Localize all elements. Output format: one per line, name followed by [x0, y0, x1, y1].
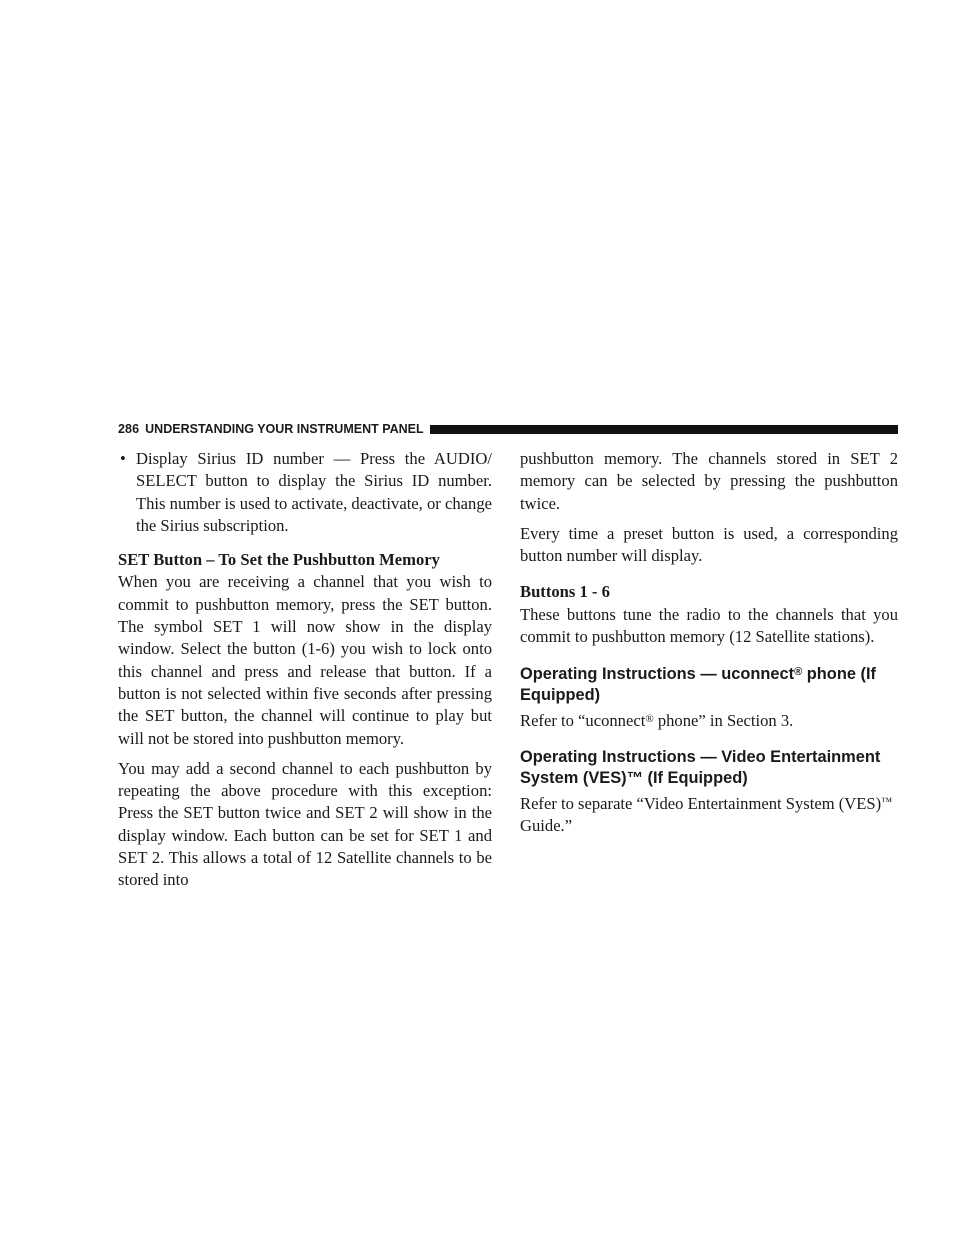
preset-paragraph: Every time a preset button is used, a corresponding button number will display.: [520, 523, 898, 566]
ves-para-text-b: Guide.”: [520, 815, 573, 835]
ves-heading: Operating Instructions — Video Entertainment System (VES)™ (If Equipped): [520, 747, 881, 787]
trademark-mark: ™: [881, 795, 892, 808]
ves-paragraph: [520, 791, 898, 838]
uconnect-heading: [520, 662, 898, 706]
right-column: [520, 448, 898, 845]
bullet-icon: •: [120, 449, 126, 468]
page-header: [118, 420, 898, 438]
set-button-paragraph: When you are receiving a channel that you wish to commit to pushbutton memory, press the SET button. The symbol SET 1 will now show in the display window. Select the button (1-6) you wish to lock onto this channel and press and release that button. If a button is not selected within five seconds after pressing the SET button, the channel will continue to play but will not be stored into pushbutton memory.: [118, 572, 492, 748]
header-rule: [430, 425, 898, 434]
buttons-paragraph: These buttons tune the radio to the channels that you commit to pushbutton memory (12 Satellite stations).: [520, 604, 898, 647]
uconnect-para-text-a: Refer to “uconnect: [520, 711, 646, 731]
second-channel-paragraph: You may add a second channel to each pushbutton by repeating the above procedure with this exception: Press the SET button twice and SET 2 will show in the display window. Each button can be set for SET 1 and SET 2. This allows a total of 12 Satellite channels to be stored into: [118, 758, 492, 890]
uconnect-paragraph: [520, 708, 898, 732]
continued-paragraph: pushbutton memory. The channels stored in SET 2 memory can be selected by pressing the pushbutton twice.: [520, 449, 898, 513]
ves-para-text-a: Refer to separate “Video Entertainment System (VES): [520, 793, 882, 813]
bullet-item-sirius-id: [118, 448, 492, 537]
page-number: 286: [118, 422, 140, 436]
uconnect-heading-text-a: Operating Instructions — uconnect: [520, 665, 795, 684]
registered-mark: ®: [794, 666, 803, 679]
bullet-text: Display Sirius ID number — Press the AUDIO/ SELECT button to display the Sirius ID number. This number is used to activate, deactivate, or change the Sirius subscription.: [136, 449, 492, 535]
registered-mark: ®: [645, 713, 654, 726]
uconnect-heading-text-b: phone (If Equipped): [520, 665, 876, 705]
section-title: UNDERSTANDING YOUR INSTRUMENT PANEL: [145, 422, 424, 436]
left-column: [118, 448, 492, 900]
buttons-heading: Buttons 1 - 6: [520, 582, 610, 602]
set-button-heading: SET Button – To Set the Pushbutton Memory: [118, 550, 440, 570]
uconnect-para-text-b: phone” in Section 3.: [653, 711, 794, 731]
